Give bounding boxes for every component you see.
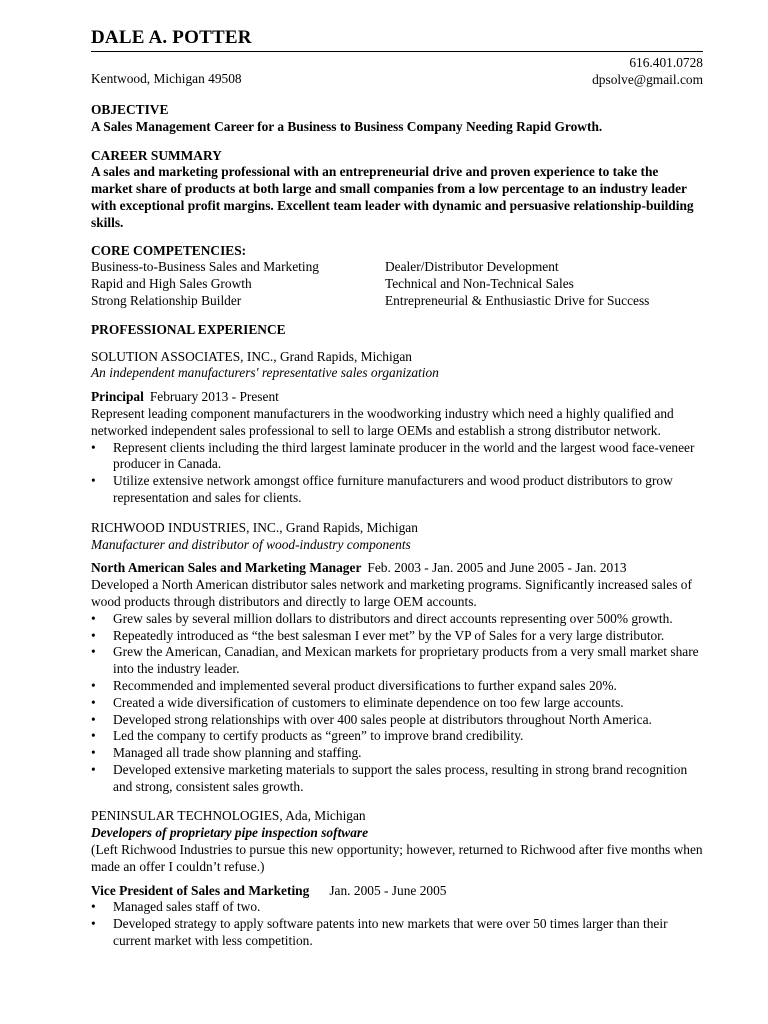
role-title: North American Sales and Marketing Manager (91, 560, 362, 576)
experience-heading: PROFESSIONAL EXPERIENCE (91, 321, 286, 337)
contact-block (91, 52, 703, 92)
core-competencies-heading: CORE COMPETENCIES: (91, 242, 247, 258)
list-item: • Created a wide diversification of customers to eliminate dependence on too few large accounts. (91, 695, 703, 712)
employer-solution-associates (91, 349, 703, 507)
role-line (91, 883, 703, 900)
list-item: • Represent clients including the third largest laminate producer in the world and the largest wood face-veneer producer in Canada. (91, 440, 703, 474)
experience-section (91, 322, 703, 950)
list-item: • Developed extensive marketing materials to support the sales process, resulting in strong brand recognition and strong, consistent sales growth. (91, 762, 703, 796)
list-item: • Grew sales by several million dollars to distributors and direct accounts representing over 500% growth. (91, 611, 703, 628)
company-name: SOLUTION ASSOCIATES, INC., Grand Rapids, Michigan (91, 348, 412, 364)
list-item: • Grew the American, Canadian, and Mexican markets for proprietary products from a very small market share into the industry leader. (91, 644, 703, 678)
role-dates: Feb. 2003 - Jan. 2005 and June 2005 - Jan. 2013 (367, 560, 627, 576)
resume-page (91, 26, 703, 950)
objective-text: A Sales Management Career for a Business to Business Company Needing Rapid Growth. (91, 118, 603, 134)
contact-right (592, 55, 703, 89)
list-item: • Developed strong relationships with over 400 sales people at distributors throughout North America. (91, 712, 703, 729)
role-dates: February 2013 - Present (149, 389, 279, 405)
role-dates: Jan. 2005 - June 2005 (329, 882, 447, 898)
list-item: • Managed all trade show planning and staffing. (91, 745, 703, 762)
employer-peninsular-technologies (91, 808, 703, 949)
objective-heading: OBJECTIVE (91, 102, 169, 117)
competency-item: Business-to-Business Sales and Marketing (91, 259, 319, 275)
role-title: Principal (91, 389, 144, 405)
role-line (91, 389, 703, 406)
competency-item: Entrepreneurial & Enthusiastic Drive for Success (385, 292, 650, 308)
career-summary-section (91, 148, 703, 232)
company-name: RICHWOOD INDUSTRIES, INC., Grand Rapids, Michigan (91, 519, 418, 535)
list-item: • Repeatedly introduced as “the best salesman I ever met” by the VP of Sales for a very large distributor. (91, 628, 703, 645)
employment-note: (Left Richwood Industries to pursue this new opportunity; however, returned to Richwood after five months when made an offer I couldn’t refuse.) (91, 842, 703, 874)
competencies-right (385, 259, 703, 309)
competencies-grid (91, 259, 703, 309)
core-competencies-section (91, 243, 703, 310)
list-item: • Developed strategy to apply software patents into new markets that were over 50 times larger than their current market with less competition. (91, 916, 703, 950)
role-line (91, 560, 703, 577)
competency-item: Rapid and High Sales Growth (91, 276, 252, 292)
role-title: Vice President of Sales and Marketing (91, 882, 310, 898)
role-description: Represent leading component manufacturers in the woodworking industry which need a highly qualified and networked independent sales professional to sell to large OEMs and establish a strong distributor network. (91, 405, 674, 438)
candidate-name: DALE A. POTTER (91, 27, 252, 48)
company-name: PENINSULAR TECHNOLOGIES, Ada, Michigan (91, 808, 366, 824)
email[interactable]: dpsolve@gmail.com (592, 71, 703, 87)
phone: 616.401.0728 (629, 55, 703, 70)
company-tagline: Developers of proprietary pipe inspection software (91, 825, 369, 841)
competency-item: Dealer/Distributor Development (385, 259, 559, 275)
list-item: • Utilize extensive network amongst office furniture manufacturers and wood product distributors to grow representation and sales for clients. (91, 473, 703, 507)
achievement-list (91, 611, 703, 796)
competencies-left (91, 259, 385, 309)
list-item: • Led the company to certify products as “green” to improve brand credibility. (91, 728, 703, 745)
achievement-list (91, 440, 703, 507)
objective-section (91, 102, 703, 136)
company-tagline: Manufacturer and distributor of wood-industry components (91, 536, 411, 552)
career-summary-text: A sales and marketing professional with an entrepreneurial drive and proven experience to take the market share of products at both large and small companies from a low percentage to an industry leader with exceptional profit margins. Excellent team leader with dynamic and persuasive relationship-building skills. (91, 164, 694, 230)
list-item: • Managed sales staff of two. (91, 899, 703, 916)
career-summary-heading: CAREER SUMMARY (91, 147, 222, 163)
competency-item: Strong Relationship Builder (91, 292, 242, 308)
employer-richwood-industries (91, 520, 703, 796)
list-item: • Recommended and implemented several product diversifications to further expand sales 20%. (91, 678, 703, 695)
role-description: Developed a North American distributor sales network and marketing programs. Significantly increased sales of wood products through distributors and directly to large OEM accounts. (91, 577, 692, 609)
achievement-list (91, 899, 703, 949)
competency-item: Technical and Non-Technical Sales (385, 276, 574, 292)
company-tagline: An independent manufacturers' representative sales organization (91, 365, 439, 381)
address: Kentwood, Michigan 49508 (91, 71, 242, 86)
